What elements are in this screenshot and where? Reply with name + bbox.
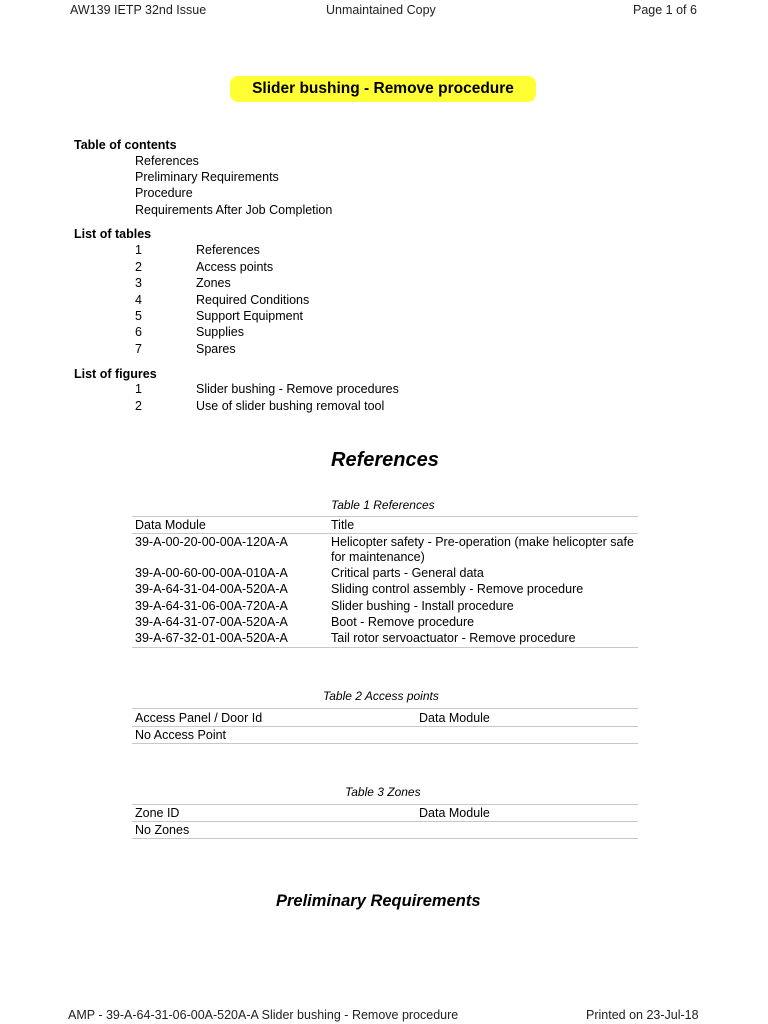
table-row-dm[interactable]: 39-A-64-31-06-00A-720A-A: [135, 599, 288, 613]
table-list-link[interactable]: Access points: [196, 260, 274, 274]
figure-list-num: 2: [135, 399, 142, 413]
table2-col-data-module: Data Module: [419, 711, 490, 725]
references-heading: References: [331, 449, 439, 471]
table3-caption: Table 3 Zones: [345, 785, 421, 799]
table2-col-access-panel: Access Panel / Door Id: [135, 711, 263, 725]
table-list-link[interactable]: Supplies: [196, 325, 244, 339]
table-row-title: Helicopter safety - Pre-operation (make helicopter safe: [331, 535, 634, 549]
table-row-dm[interactable]: 39-A-64-31-04-00A-520A-A: [135, 582, 288, 596]
table-row-dm[interactable]: 39-A-00-20-00-00A-120A-A: [135, 535, 288, 549]
table2-top-rule: [132, 708, 638, 709]
list-of-tables-heading: List of tables: [74, 227, 152, 241]
table-row-dm[interactable]: 39-A-67-32-01-00A-520A-A: [135, 631, 288, 645]
table-row-dm[interactable]: 39-A-00-60-00-00A-010A-A: [135, 566, 288, 580]
table2-header-rule: [132, 726, 638, 727]
table-row-title-cont: for maintenance): [331, 550, 425, 564]
table3-col-data-module: Data Module: [419, 806, 490, 820]
table-list-num: 5: [135, 309, 142, 323]
table-list-link[interactable]: References: [196, 243, 260, 257]
table-row-title: Boot - Remove procedure: [331, 615, 475, 629]
table-list-link[interactable]: Support Equipment: [196, 309, 304, 323]
toc-item-preliminary[interactable]: Preliminary Requirements: [135, 170, 279, 184]
document-title: Slider bushing - Remove procedure: [230, 76, 536, 102]
figure-list-link[interactable]: Slider bushing - Remove procedures: [196, 382, 399, 396]
toc-item-references[interactable]: References: [135, 154, 199, 168]
table1-bottom-rule: [132, 647, 638, 648]
table-row-dm[interactable]: 39-A-64-31-07-00A-520A-A: [135, 615, 288, 629]
table-row-title: Critical parts - General data: [331, 566, 484, 580]
table2-bottom-rule: [132, 743, 638, 744]
toc-item-after-job[interactable]: Requirements After Job Completion: [135, 203, 333, 217]
table-list-link[interactable]: Spares: [196, 342, 236, 356]
table3-col-zone-id: Zone ID: [135, 806, 180, 820]
table3-bottom-rule: [132, 838, 638, 839]
footer-print-date: Printed on 23-Jul-18: [586, 1008, 699, 1022]
table-row-title: Slider bushing - Install procedure: [331, 599, 514, 613]
table-list-num: 4: [135, 293, 142, 307]
table1-header-rule: [132, 533, 638, 534]
table-list-num: 1: [135, 243, 142, 257]
toc-item-procedure[interactable]: Procedure: [135, 186, 193, 200]
table3-header-rule: [132, 821, 638, 822]
table-list-link[interactable]: Zones: [196, 276, 231, 290]
table1-top-rule: [132, 516, 638, 517]
header-copy-status: Unmaintained Copy: [326, 3, 436, 17]
table1-caption: Table 1 References: [331, 498, 435, 512]
table2-caption: Table 2 Access points: [323, 689, 439, 703]
table-row-title: Tail rotor servoactuator - Remove procedure: [331, 631, 576, 645]
table1-col-data-module: Data Module: [135, 518, 206, 532]
table-row: No Zones: [135, 823, 190, 837]
figure-list-num: 1: [135, 382, 142, 396]
table-list-link[interactable]: Required Conditions: [196, 293, 310, 307]
table-list-num: 6: [135, 325, 142, 339]
figure-list-link[interactable]: Use of slider bushing removal tool: [196, 399, 385, 413]
list-of-figures-heading: List of figures: [74, 367, 157, 381]
table-row-title: Sliding control assembly - Remove procedure: [331, 582, 584, 596]
table-row: No Access Point: [135, 728, 227, 742]
table1-col-title: Title: [331, 518, 355, 532]
table-list-num: 2: [135, 260, 142, 274]
footer-document-id: AMP - 39-A-64-31-06-00A-520A-A Slider bushing - Remove procedure: [68, 1008, 459, 1022]
preliminary-requirements-heading: Preliminary Requirements: [276, 892, 481, 910]
toc-heading: Table of contents: [74, 138, 177, 152]
table-list-num: 7: [135, 342, 142, 356]
header-doc-issue: AW139 IETP 32nd Issue: [70, 3, 207, 17]
table3-top-rule: [132, 804, 638, 805]
table-list-num: 3: [135, 276, 142, 290]
header-page-number: Page 1 of 6: [633, 3, 697, 17]
